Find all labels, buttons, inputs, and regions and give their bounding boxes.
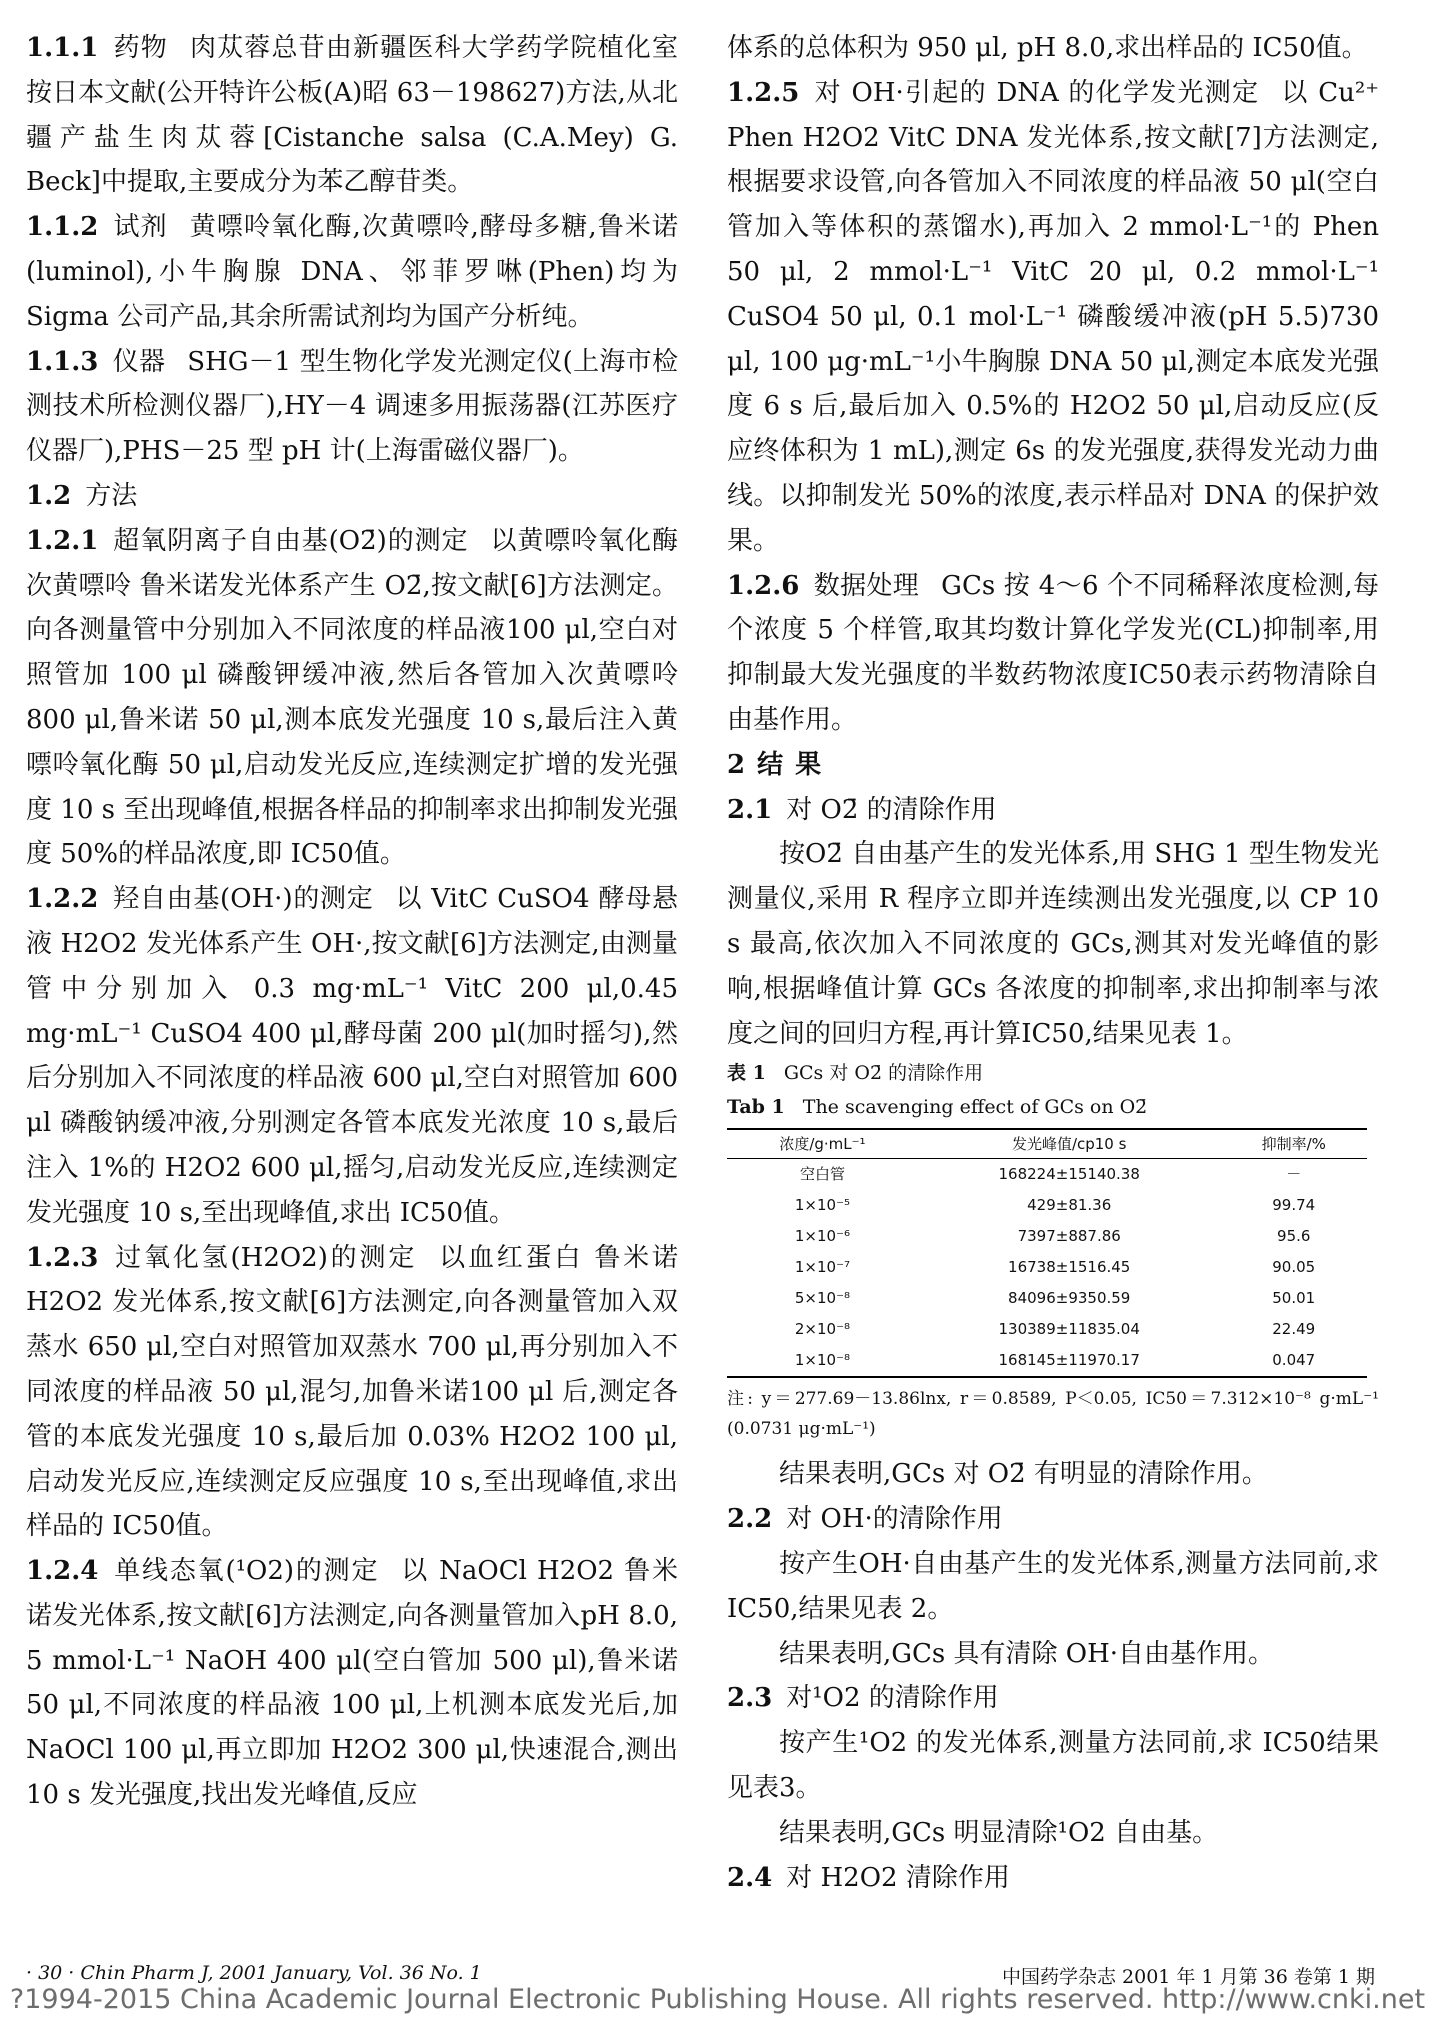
table-row <box>727 1345 1367 1377</box>
right-column <box>727 26 1379 1900</box>
section-2-3-text: 按产生¹O2 的发光体系,测量方法同前,求 IC50结果见表3。 <box>727 1728 1379 1803</box>
table-cell: 1×10⁻⁶ <box>794 1227 851 1246</box>
table-cell: 50.01 <box>1272 1289 1316 1308</box>
section-1-1-3: 1.1.3 仪器 SHG－1 型生物化学发光测定仪(上海市检测技术所检测仪器厂),HY－4 调速多用振荡器(江苏医疗仪器厂),PHS－25 型 pH 计(上海雷磁仪器厂)。 <box>26 346 678 467</box>
table-cell: 2×10⁻⁸ <box>794 1320 851 1339</box>
section-1-2-4: 1.2.4 单线态氧(¹O2)的测定 以 NaOCl H2O2 鲁米诺发光体系,按文献[6]方法测定,向各测量管加入pH 8.0, 5 mmol·L⁻¹ NaOH 400 μl(空白管加 500 μl),鲁米诺 50 μl,不同浓度的样品液 100 μl,上机测本底发光后,加 NaOCl 100 μl,再立即加 H2O2 300 μl,快速混合,测出 10 s 发光强度,找出发光峰值,反应 <box>26 1556 678 1811</box>
section-2-1-heading: 2.1 对 O2̄ 的清除作用 <box>727 794 997 825</box>
table-cell: 1×10⁻⁷ <box>794 1258 851 1277</box>
table-header-row <box>727 1129 1367 1159</box>
table-cell: 168145±11970.17 <box>918 1345 1221 1377</box>
table-1 <box>727 1128 1367 1378</box>
table-header-cell: 浓度/g·mL⁻¹ <box>727 1129 918 1159</box>
section-2-1-text: 按O2̄ 自由基产生的发光体系,用 SHG 1 型生物发光测量仪,采用 R 程序立即并连续测出发光强度,以 CP 10 s 最高,依次加入不同浓度的 GCs,测其对发光峰值的影响,根据峰值计算 GCs 各浓度的抑制率,求出抑制率与浓度之间的回归方程,再计算IC50,结果见表 1。 <box>727 839 1379 1049</box>
left-column <box>26 26 678 1818</box>
table-1-note: 注: y＝277.69－13.86lnx, r＝0.8589, P＜0.05, IC50＝7.312×10⁻⁸ g·mL⁻¹ (0.0731 μg·mL⁻¹) <box>727 1389 1379 1440</box>
table-cell: 空白管 <box>799 1165 845 1184</box>
section-2-4-heading: 2.4 对 H2O2 清除作用 <box>727 1862 1010 1893</box>
table-cell: 0.047 <box>1221 1345 1368 1377</box>
copyright-notice: ?1994-2015 China Academic Journal Electronic Publishing House. All rights reserved. http://www.cnki.net <box>9 1984 1426 2015</box>
table-cell: 84096±9350.59 <box>1008 1289 1131 1308</box>
section-1-2-6: 1.2.6 数据处理 GCs 按 4～6 个不同稀释浓度检测,每个浓度 5 个样管,取其均数计算化学发光(CL)抑制率,用抑制最大发光强度的半数药物浓度IC50表示药物清除自由基作用。 <box>727 570 1379 735</box>
table-header-cell: 发光峰值/cp10 s <box>918 1129 1221 1159</box>
table-row <box>727 1283 1367 1314</box>
section-1-2-5: 1.2.5 对 OH·引起的 DNA 的化学发光测定 以 Cu²⁺ Phen H2O2 VitC DNA 发光体系,按文献[7]方法测定,根据要求设管,向各管加入不同浓度的样品液 50 μl(空白管加入等体积的蒸馏水),再加入 2 mmol·L⁻¹的 Phen 50 μl, 2 mmol·L⁻¹ VitC 20 μl, 0.2 mmol·L⁻¹ CuSO4 50 μl, 0.1 mol·L⁻¹ 磷酸缓冲液(pH 5.5)730 μl, 100 μg·mL⁻¹小牛胸腺 DNA 50 μl,测定本底发光强度 6 s 后,最后加入 0.5%的 H2O2 50 μl,启动反应(反应终体积为 1 mL),测定 6s 的发光强度,获得发光动力曲线。以抑制发光 50%的浓度,表示样品对 DNA 的保护效果。 <box>727 77 1379 556</box>
table-cell: 1×10⁻⁵ <box>794 1196 851 1215</box>
table-row <box>727 1252 1367 1283</box>
table-header-cell: 抑制率/% <box>1221 1129 1368 1159</box>
section-1-2-heading: 1.2 方法 <box>26 480 138 511</box>
section-1-1-1: 1.1.1 药物 肉苁蓉总苷由新疆医科大学药学院植化室按日本文献(公开特许公板(A)昭 63－198627)方法,从北疆产盐生肉苁蓉[Cistanche salsa (C.A.Mey) G. Beck]中提取,主要成分为苯乙醇苷类。 <box>26 33 678 198</box>
table-1-caption-en: Tab 1 The scavenging effect of GCs on O2̄ <box>727 1096 1148 1119</box>
section-2-2-heading: 2.2 对 OH·的清除作用 <box>727 1504 1003 1535</box>
section-1-2-2: 1.2.2 羟自由基(OH·)的测定 以 VitC CuSO4 酵母悬液 H2O2 发光体系产生 OH·,按文献[6]方法测定,由测量管中分别加入 0.3 mg·mL⁻¹ VitC 200 μl,0.45 mg·mL⁻¹ CuSO4 400 μl,酵母菌 200 μl(加时摇匀),然后分别加入不同浓度的样品液 600 μl,空白对照管加 600 μl 磷酸钠缓冲液,分别测定各管本底发光浓度 10 s,最后注入 1%的 H2O2 600 μl,摇匀,启动发光反应,连续测定发光强度 10 s,至出现峰值,求出 IC50值。 <box>26 884 678 1228</box>
result-2-3: 结果表明,GCs 明显清除¹O2 自由基。 <box>779 1817 1219 1848</box>
table-cell: 130389±11835.04 <box>998 1320 1140 1339</box>
table-cell: 95.6 <box>1277 1227 1311 1246</box>
table-1-caption-cn: 表 1 GCs 对 O2̄ 的清除作用 <box>727 1062 984 1085</box>
section-1-2-1: 1.2.1 超氧阴离子自由基(O2̄)的测定 以黄嘌呤氧化酶 次黄嘌呤 鲁米诺发光体系产生 O2̄,按文献[6]方法测定。向各测量管中分别加入不同浓度的样品液100 μl,空白对照管加 100 μl 磷酸钾缓冲液,然后各管加入次黄嘌呤 800 μl,鲁米诺 50 μl,测本底发光强度 10 s,最后注入黄嘌呤氧化酶 50 μl,启动发光反应,连续测定扩增的发光强度 10 s 至出现峰值,根据各样品的抑制率求出抑制发光强度 50%的样品浓度,即 IC50值。 <box>26 525 678 870</box>
section-1-2-4-continued: 体系的总体积为 950 μl, pH 8.0,求出样品的 IC50值。 <box>727 33 1368 63</box>
result-2-1: 结果表明,GCs 对 O2̄ 有明显的清除作用。 <box>779 1459 1268 1490</box>
table-row <box>727 1190 1367 1221</box>
section-1-1-2: 1.1.2 试剂 黄嘌呤氧化酶,次黄嘌呤,酵母多糖,鲁米诺(luminol),小牛胸腺 DNA、邻菲罗啉(Phen)均为Sigma 公司产品,其余所需试剂均为国产分析纯。 <box>26 212 678 332</box>
table-cell: 99.74 <box>1272 1196 1316 1215</box>
section-2-heading: 2 结果 <box>727 749 834 780</box>
table-cell: － <box>1286 1165 1302 1184</box>
table-row <box>727 1314 1367 1345</box>
table-cell: 168224±15140.38 <box>998 1165 1140 1184</box>
result-2-2: 结果表明,GCs 具有清除 OH·自由基作用。 <box>779 1638 1275 1669</box>
footer-journal-en: · 30 · Chin Pharm J, 2001 January, Vol. 36 No. 1 <box>26 1962 482 1984</box>
table-cell: 90.05 <box>1272 1258 1316 1277</box>
table-cell: 5×10⁻⁸ <box>794 1289 851 1308</box>
table-row <box>727 1221 1367 1252</box>
section-2-2-text: 按产生OH·自由基产生的发光体系,测量方法同前,求 IC50,结果见表 2。 <box>727 1548 1379 1624</box>
section-2-3-heading: 2.3 对¹O2 的清除作用 <box>727 1683 999 1714</box>
table-cell: 429±81.36 <box>1027 1196 1112 1215</box>
table-cell: 22.49 <box>1272 1320 1316 1339</box>
table-cell: 7397±887.86 <box>1017 1227 1121 1246</box>
footer-journal-cn: 中国药学杂志 2001 年 1 月第 36 卷第 1 期 <box>1002 1966 1376 1988</box>
table-row <box>727 1159 1367 1191</box>
table-cell: 1×10⁻⁸ <box>727 1345 918 1377</box>
table-cell: 16738±1516.45 <box>1008 1258 1131 1277</box>
section-1-2-3: 1.2.3 过氧化氢(H2O2)的测定 以血红蛋白 鲁米诺 H2O2 发光体系,按文献[6]方法测定,向各测量管加入双蒸水 650 μl,空白对照管加双蒸水 700 μl,再分别加入不同浓度的样品液 50 μl,混匀,加鲁米诺100 μl 后,测定各管的本底发光强度 10 s,最后加 0.03% H2O2 100 μl,启动发光反应,连续测定反应强度 10 s,至出现峰值,求出样品的 IC50值。 <box>26 1242 678 1542</box>
